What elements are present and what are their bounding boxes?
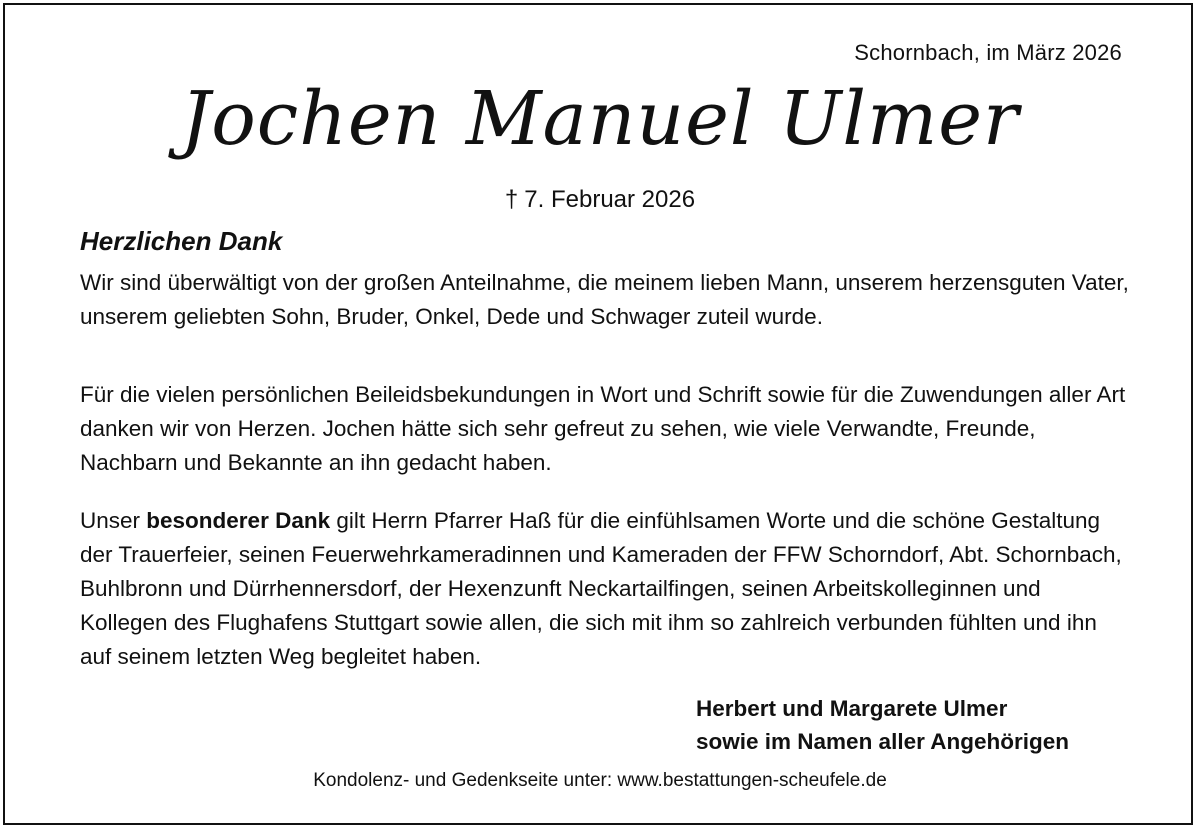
cross-symbol: † [504, 186, 519, 213]
paragraph-3 [80, 504, 1130, 674]
place-date: Schornbach, im März 2026 [854, 40, 1122, 65]
signature-line-2: sowie im Namen aller Angehörigen [696, 729, 1070, 754]
paragraph-1: Wir sind überwältigt von der großen Anteilnahme, die meinem lieben Mann, unserem herzensguten Vater, unserem geliebten Sohn, Bruder, Onkel, Dede und Schwager zuteil wurde. [80, 270, 1129, 329]
thanks-heading: Herzlichen Dank [80, 226, 283, 256]
paragraph-2: Für die vielen persönlichen Beileidsbekundungen in Wort und Schrift sowie für die Zuwendungen aller Art danken wir von Herzen. Jochen hätte sich sehr gefreut zu sehen, wie viele Verwandte, Freunde, Nachbarn und Bekannte an ihn gedacht haben. [80, 382, 1126, 475]
death-date-line [0, 186, 1200, 214]
paragraph-3-start: Unser [80, 508, 147, 533]
paragraph-3-rest: gilt Herrn Pfarrer Haß für die einfühlsamen Worte und die schöne Gestaltung der Trauerfeier, seinen Feuerwehrkameradinnen und Kameraden der FFW Schorndorf, Abt. Schornbach, Buhlbronn und Dürrhennersdorf, der Hexenzunft Neckartailfingen, seinen Arbeitskolleginnen und Kollegen des Flughafens Stuttgart sowie allen, die sich mit ihm so zahlreich verbunden fühlten und ihn auf seinem letzten Weg begleitet haben. [80, 508, 1122, 669]
death-date: 7. Februar 2026 [524, 186, 696, 213]
signature-line-1: Herbert und Margarete Ulmer [696, 696, 1008, 721]
condolence-link-line: Kondolenz- und Gedenkseite unter: www.bestattungen-scheufele.de [313, 770, 887, 791]
special-thanks-emphasis: besonderer Dank [146, 508, 331, 533]
signature-block [696, 692, 1069, 758]
deceased-name: Jochen Manuel Ulmer [180, 76, 1020, 162]
